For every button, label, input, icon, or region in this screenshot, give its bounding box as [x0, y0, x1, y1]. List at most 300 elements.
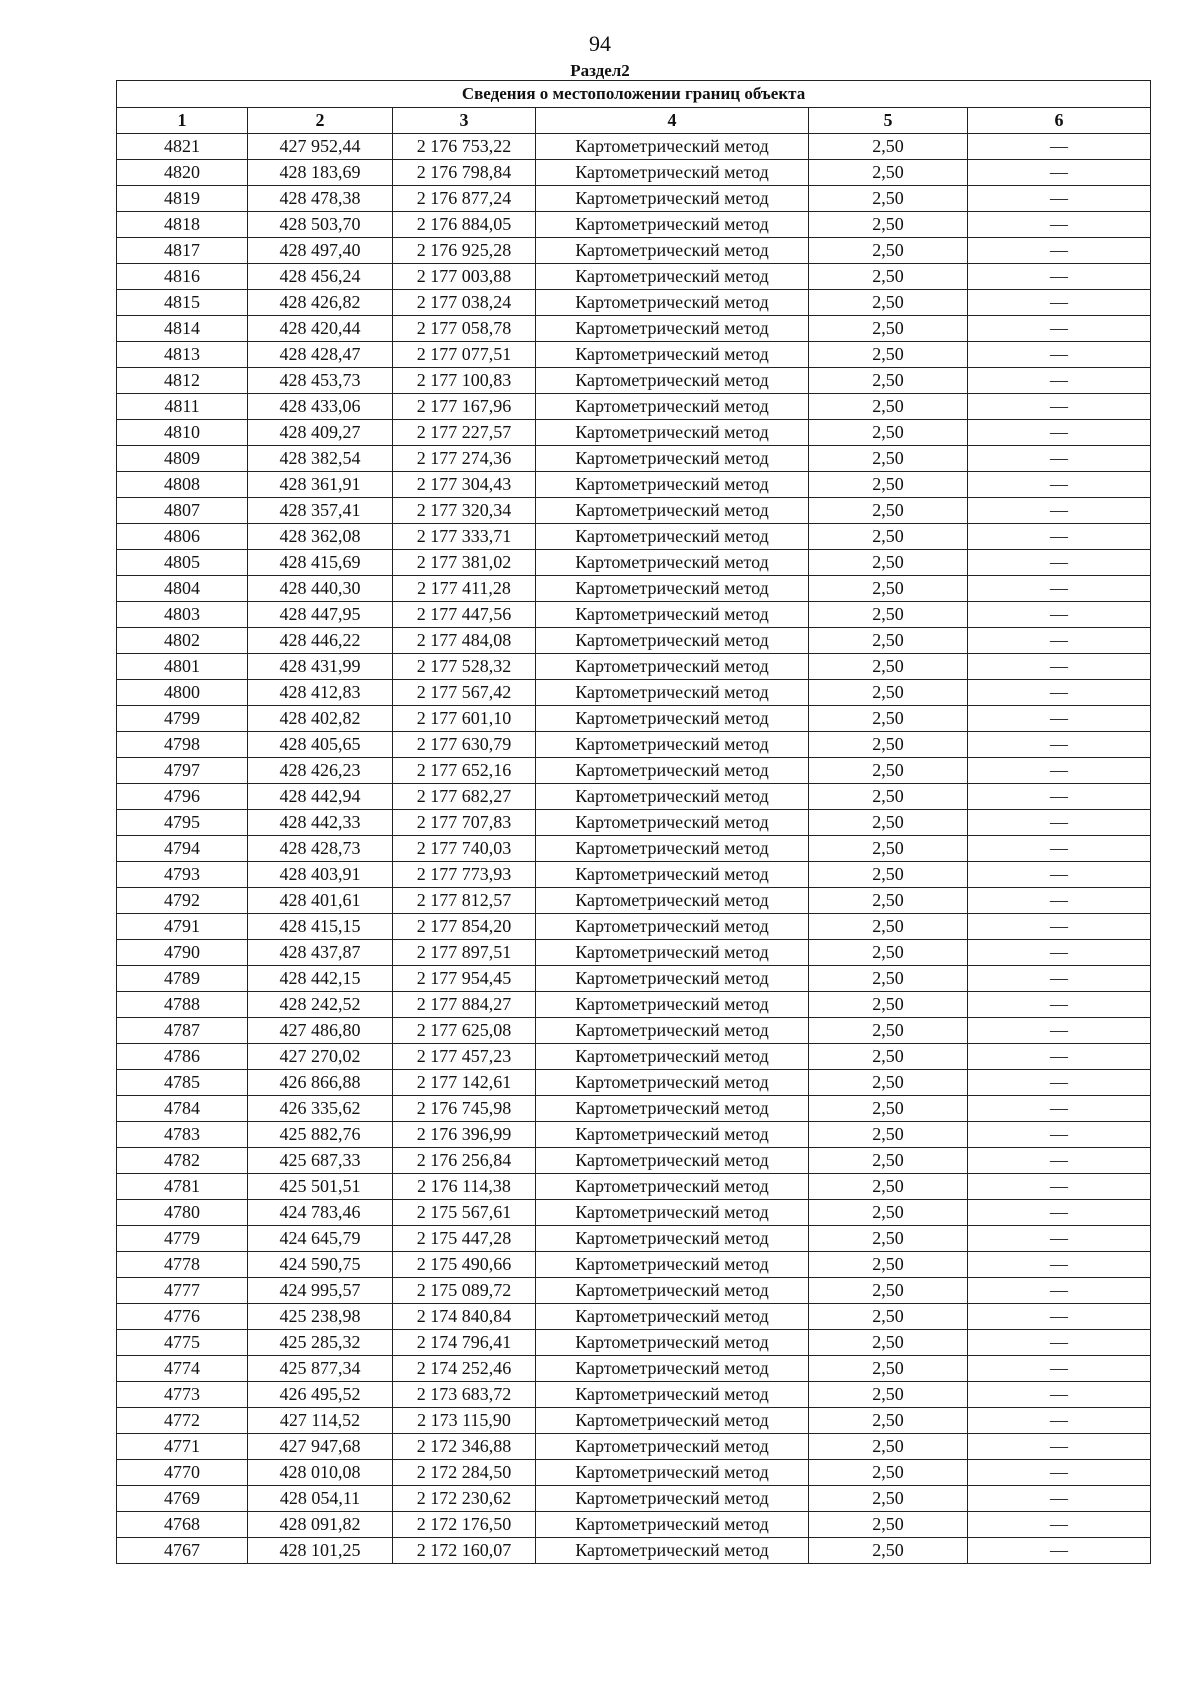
description-cell: — [968, 498, 1151, 524]
method-cell: Картометрический метод [536, 472, 809, 498]
x-coordinate-cell: 428 442,94 [248, 784, 393, 810]
table-row [117, 602, 1151, 628]
table-row [117, 1512, 1151, 1538]
y-coordinate-cell: 2 173 683,72 [393, 1382, 536, 1408]
y-coordinate-cell: 2 172 346,88 [393, 1434, 536, 1460]
x-coordinate-cell: 427 952,44 [248, 134, 393, 160]
x-coordinate-cell: 426 335,62 [248, 1096, 393, 1122]
x-coordinate-cell: 428 437,87 [248, 940, 393, 966]
accuracy-cell: 2,50 [809, 472, 968, 498]
point-number-cell: 4800 [117, 680, 248, 706]
y-coordinate-cell: 2 177 812,57 [393, 888, 536, 914]
point-number-cell: 4786 [117, 1044, 248, 1070]
method-cell: Картометрический метод [536, 446, 809, 472]
point-number-cell: 4771 [117, 1434, 248, 1460]
description-cell: — [968, 1434, 1151, 1460]
y-coordinate-cell: 2 174 252,46 [393, 1356, 536, 1382]
method-cell: Картометрический метод [536, 1408, 809, 1434]
table-row [117, 342, 1151, 368]
point-number-cell: 4811 [117, 394, 248, 420]
x-coordinate-cell: 427 486,80 [248, 1018, 393, 1044]
method-cell: Картометрический метод [536, 1330, 809, 1356]
point-number-cell: 4808 [117, 472, 248, 498]
point-number-cell: 4770 [117, 1460, 248, 1486]
table-row [117, 654, 1151, 680]
point-number-cell: 4803 [117, 602, 248, 628]
accuracy-cell: 2,50 [809, 1278, 968, 1304]
method-cell: Картометрический метод [536, 836, 809, 862]
point-number-cell: 4798 [117, 732, 248, 758]
y-coordinate-cell: 2 177 038,24 [393, 290, 536, 316]
accuracy-cell: 2,50 [809, 1330, 968, 1356]
point-number-cell: 4791 [117, 914, 248, 940]
description-cell: — [968, 212, 1151, 238]
table-row [117, 394, 1151, 420]
accuracy-cell: 2,50 [809, 368, 968, 394]
table-row [117, 1538, 1151, 1564]
description-cell: — [968, 1304, 1151, 1330]
description-cell: — [968, 368, 1151, 394]
point-number-cell: 4802 [117, 628, 248, 654]
table-row [117, 1356, 1151, 1382]
accuracy-cell: 2,50 [809, 836, 968, 862]
x-coordinate-cell: 428 401,61 [248, 888, 393, 914]
description-cell: — [968, 680, 1151, 706]
point-number-cell: 4776 [117, 1304, 248, 1330]
page-number: 94 [589, 31, 611, 56]
y-coordinate-cell: 2 177 333,71 [393, 524, 536, 550]
description-cell: — [968, 1278, 1151, 1304]
y-coordinate-cell: 2 177 447,56 [393, 602, 536, 628]
accuracy-cell: 2,50 [809, 1174, 968, 1200]
description-cell: — [968, 550, 1151, 576]
table-row [117, 1122, 1151, 1148]
accuracy-cell: 2,50 [809, 784, 968, 810]
table-row [117, 368, 1151, 394]
description-cell: — [968, 1486, 1151, 1512]
table-row [117, 1408, 1151, 1434]
point-number-cell: 4797 [117, 758, 248, 784]
table-row [117, 1278, 1151, 1304]
y-coordinate-cell: 2 177 457,23 [393, 1044, 536, 1070]
method-cell: Картометрический метод [536, 654, 809, 680]
method-cell: Картометрический метод [536, 758, 809, 784]
description-cell: — [968, 1200, 1151, 1226]
point-number-cell: 4779 [117, 1226, 248, 1252]
accuracy-cell: 2,50 [809, 628, 968, 654]
table-row [117, 732, 1151, 758]
y-coordinate-cell: 2 177 954,45 [393, 966, 536, 992]
point-number-cell: 4784 [117, 1096, 248, 1122]
y-coordinate-cell: 2 176 256,84 [393, 1148, 536, 1174]
x-coordinate-cell: 425 501,51 [248, 1174, 393, 1200]
y-coordinate-cell: 2 177 411,28 [393, 576, 536, 602]
x-coordinate-cell: 428 403,91 [248, 862, 393, 888]
x-coordinate-cell: 428 456,24 [248, 264, 393, 290]
accuracy-cell: 2,50 [809, 810, 968, 836]
accuracy-cell: 2,50 [809, 134, 968, 160]
point-number-cell: 4821 [117, 134, 248, 160]
description-cell: — [968, 1356, 1151, 1382]
description-cell: — [968, 1330, 1151, 1356]
point-number-cell: 4812 [117, 368, 248, 394]
y-coordinate-cell: 2 177 167,96 [393, 394, 536, 420]
method-cell: Картометрический метод [536, 1070, 809, 1096]
table-row [117, 836, 1151, 862]
table-row [117, 888, 1151, 914]
y-coordinate-cell: 2 176 114,38 [393, 1174, 536, 1200]
table-row [117, 810, 1151, 836]
description-cell: — [968, 186, 1151, 212]
table-row [117, 1252, 1151, 1278]
accuracy-cell: 2,50 [809, 1148, 968, 1174]
description-cell: — [968, 1122, 1151, 1148]
accuracy-cell: 2,50 [809, 1512, 968, 1538]
accuracy-cell: 2,50 [809, 212, 968, 238]
point-number-cell: 4789 [117, 966, 248, 992]
table-row [117, 576, 1151, 602]
accuracy-cell: 2,50 [809, 1200, 968, 1226]
y-coordinate-cell: 2 172 230,62 [393, 1486, 536, 1512]
point-number-cell: 4796 [117, 784, 248, 810]
method-cell: Картометрический метод [536, 316, 809, 342]
x-coordinate-cell: 425 877,34 [248, 1356, 393, 1382]
column-header: 5 [809, 108, 968, 134]
y-coordinate-cell: 2 177 100,83 [393, 368, 536, 394]
table-row [117, 1174, 1151, 1200]
description-cell: — [968, 420, 1151, 446]
description-cell: — [968, 732, 1151, 758]
method-cell: Картометрический метод [536, 1174, 809, 1200]
description-cell: — [968, 1252, 1151, 1278]
x-coordinate-cell: 428 010,08 [248, 1460, 393, 1486]
method-cell: Картометрический метод [536, 1122, 809, 1148]
table-row [117, 784, 1151, 810]
x-coordinate-cell: 427 270,02 [248, 1044, 393, 1070]
description-cell: — [968, 888, 1151, 914]
x-coordinate-cell: 425 238,98 [248, 1304, 393, 1330]
description-cell: — [968, 1148, 1151, 1174]
point-number-cell: 4777 [117, 1278, 248, 1304]
y-coordinate-cell: 2 176 798,84 [393, 160, 536, 186]
x-coordinate-cell: 428 426,23 [248, 758, 393, 784]
accuracy-cell: 2,50 [809, 498, 968, 524]
x-coordinate-cell: 425 882,76 [248, 1122, 393, 1148]
table-body [117, 134, 1151, 1564]
table-row [117, 862, 1151, 888]
x-coordinate-cell: 427 114,52 [248, 1408, 393, 1434]
description-cell: — [968, 810, 1151, 836]
x-coordinate-cell: 428 054,11 [248, 1486, 393, 1512]
x-coordinate-cell: 428 362,08 [248, 524, 393, 550]
point-number-cell: 4818 [117, 212, 248, 238]
accuracy-cell: 2,50 [809, 1356, 968, 1382]
accuracy-cell: 2,50 [809, 1252, 968, 1278]
point-number-cell: 4817 [117, 238, 248, 264]
table-row [117, 1200, 1151, 1226]
method-cell: Картометрический метод [536, 888, 809, 914]
x-coordinate-cell: 428 503,70 [248, 212, 393, 238]
accuracy-cell: 2,50 [809, 290, 968, 316]
point-number-cell: 4774 [117, 1356, 248, 1382]
table-row [117, 966, 1151, 992]
method-cell: Картометрический метод [536, 394, 809, 420]
accuracy-cell: 2,50 [809, 1538, 968, 1564]
description-cell: — [968, 394, 1151, 420]
description-cell: — [968, 758, 1151, 784]
accuracy-cell: 2,50 [809, 1018, 968, 1044]
accuracy-cell: 2,50 [809, 186, 968, 212]
x-coordinate-cell: 428 428,73 [248, 836, 393, 862]
accuracy-cell: 2,50 [809, 888, 968, 914]
method-cell: Картометрический метод [536, 186, 809, 212]
point-number-cell: 4781 [117, 1174, 248, 1200]
accuracy-cell: 2,50 [809, 654, 968, 680]
method-cell: Картометрический метод [536, 628, 809, 654]
table-row [117, 550, 1151, 576]
table-row [117, 134, 1151, 160]
method-cell: Картометрический метод [536, 1382, 809, 1408]
x-coordinate-cell: 428 440,30 [248, 576, 393, 602]
description-cell: — [968, 1226, 1151, 1252]
accuracy-cell: 2,50 [809, 940, 968, 966]
table-row [117, 1434, 1151, 1460]
y-coordinate-cell: 2 177 630,79 [393, 732, 536, 758]
y-coordinate-cell: 2 175 089,72 [393, 1278, 536, 1304]
accuracy-cell: 2,50 [809, 992, 968, 1018]
method-cell: Картометрический метод [536, 862, 809, 888]
x-coordinate-cell: 428 409,27 [248, 420, 393, 446]
x-coordinate-cell: 428 453,73 [248, 368, 393, 394]
description-cell: — [968, 1460, 1151, 1486]
x-coordinate-cell: 428 446,22 [248, 628, 393, 654]
table-row [117, 992, 1151, 1018]
y-coordinate-cell: 2 177 381,02 [393, 550, 536, 576]
method-cell: Картометрический метод [536, 732, 809, 758]
y-coordinate-cell: 2 176 396,99 [393, 1122, 536, 1148]
y-coordinate-cell: 2 172 176,50 [393, 1512, 536, 1538]
y-coordinate-cell: 2 176 884,05 [393, 212, 536, 238]
description-cell: — [968, 1382, 1151, 1408]
method-cell: Картометрический метод [536, 1538, 809, 1564]
point-number-cell: 4769 [117, 1486, 248, 1512]
table-row [117, 758, 1151, 784]
x-coordinate-cell: 428 405,65 [248, 732, 393, 758]
y-coordinate-cell: 2 176 753,22 [393, 134, 536, 160]
x-coordinate-cell: 424 783,46 [248, 1200, 393, 1226]
point-number-cell: 4793 [117, 862, 248, 888]
description-cell: — [968, 160, 1151, 186]
description-cell: — [968, 784, 1151, 810]
accuracy-cell: 2,50 [809, 342, 968, 368]
column-header: 3 [393, 108, 536, 134]
description-cell: — [968, 1044, 1151, 1070]
x-coordinate-cell: 428 382,54 [248, 446, 393, 472]
method-cell: Картометрический метод [536, 550, 809, 576]
method-cell: Картометрический метод [536, 342, 809, 368]
table-row [117, 316, 1151, 342]
description-cell: — [968, 576, 1151, 602]
table-row [117, 290, 1151, 316]
method-cell: Картометрический метод [536, 784, 809, 810]
description-cell: — [968, 1174, 1151, 1200]
table-row [117, 446, 1151, 472]
accuracy-cell: 2,50 [809, 1382, 968, 1408]
y-coordinate-cell: 2 177 484,08 [393, 628, 536, 654]
description-cell: — [968, 1408, 1151, 1434]
accuracy-cell: 2,50 [809, 732, 968, 758]
x-coordinate-cell: 428 478,38 [248, 186, 393, 212]
y-coordinate-cell: 2 175 490,66 [393, 1252, 536, 1278]
point-number-cell: 4782 [117, 1148, 248, 1174]
method-cell: Картометрический метод [536, 368, 809, 394]
point-number-cell: 4815 [117, 290, 248, 316]
point-number-cell: 4790 [117, 940, 248, 966]
accuracy-cell: 2,50 [809, 1408, 968, 1434]
point-number-cell: 4807 [117, 498, 248, 524]
y-coordinate-cell: 2 175 567,61 [393, 1200, 536, 1226]
method-cell: Картометрический метод [536, 810, 809, 836]
table-row [117, 186, 1151, 212]
method-cell: Картометрический метод [536, 524, 809, 550]
point-number-cell: 4783 [117, 1122, 248, 1148]
x-coordinate-cell: 427 947,68 [248, 1434, 393, 1460]
point-number-cell: 4806 [117, 524, 248, 550]
accuracy-cell: 2,50 [809, 1460, 968, 1486]
y-coordinate-cell: 2 176 925,28 [393, 238, 536, 264]
accuracy-cell: 2,50 [809, 914, 968, 940]
x-coordinate-cell: 428 242,52 [248, 992, 393, 1018]
point-number-cell: 4792 [117, 888, 248, 914]
table-row [117, 940, 1151, 966]
method-cell: Картометрический метод [536, 1044, 809, 1070]
x-coordinate-cell: 428 402,82 [248, 706, 393, 732]
y-coordinate-cell: 2 177 058,78 [393, 316, 536, 342]
x-coordinate-cell: 428 101,25 [248, 1538, 393, 1564]
point-number-cell: 4804 [117, 576, 248, 602]
y-coordinate-cell: 2 177 003,88 [393, 264, 536, 290]
point-number-cell: 4778 [117, 1252, 248, 1278]
description-cell: — [968, 940, 1151, 966]
description-cell: — [968, 446, 1151, 472]
method-cell: Картометрический метод [536, 1148, 809, 1174]
description-cell: — [968, 1512, 1151, 1538]
column-header-row [117, 108, 1151, 134]
method-cell: Картометрический метод [536, 420, 809, 446]
x-coordinate-cell: 428 447,95 [248, 602, 393, 628]
y-coordinate-cell: 2 177 682,27 [393, 784, 536, 810]
method-cell: Картометрический метод [536, 1304, 809, 1330]
column-header: 6 [968, 108, 1151, 134]
y-coordinate-cell: 2 177 707,83 [393, 810, 536, 836]
accuracy-cell: 2,50 [809, 758, 968, 784]
y-coordinate-cell: 2 177 274,36 [393, 446, 536, 472]
method-cell: Картометрический метод [536, 1356, 809, 1382]
x-coordinate-cell: 426 866,88 [248, 1070, 393, 1096]
description-cell: — [968, 316, 1151, 342]
x-coordinate-cell: 428 442,15 [248, 966, 393, 992]
description-cell: — [968, 836, 1151, 862]
column-header: 1 [117, 108, 248, 134]
y-coordinate-cell: 2 177 884,27 [393, 992, 536, 1018]
x-coordinate-cell: 428 357,41 [248, 498, 393, 524]
description-cell: — [968, 1538, 1151, 1564]
method-cell: Картометрический метод [536, 602, 809, 628]
description-cell: — [968, 238, 1151, 264]
x-coordinate-cell: 428 428,47 [248, 342, 393, 368]
method-cell: Картометрический метод [536, 1252, 809, 1278]
accuracy-cell: 2,50 [809, 1044, 968, 1070]
accuracy-cell: 2,50 [809, 264, 968, 290]
table-row [117, 628, 1151, 654]
table-row [117, 264, 1151, 290]
description-cell: — [968, 264, 1151, 290]
description-cell: — [968, 706, 1151, 732]
description-cell: — [968, 654, 1151, 680]
y-coordinate-cell: 2 172 284,50 [393, 1460, 536, 1486]
accuracy-cell: 2,50 [809, 1070, 968, 1096]
accuracy-cell: 2,50 [809, 550, 968, 576]
table-row [117, 160, 1151, 186]
table-row [117, 1304, 1151, 1330]
x-coordinate-cell: 428 412,83 [248, 680, 393, 706]
method-cell: Картометрический метод [536, 680, 809, 706]
description-cell: — [968, 134, 1151, 160]
description-cell: — [968, 290, 1151, 316]
point-number-cell: 4819 [117, 186, 248, 212]
method-cell: Картометрический метод [536, 1512, 809, 1538]
description-cell: — [968, 628, 1151, 654]
y-coordinate-cell: 2 177 625,08 [393, 1018, 536, 1044]
y-coordinate-cell: 2 177 773,93 [393, 862, 536, 888]
table-row [117, 1226, 1151, 1252]
y-coordinate-cell: 2 172 160,07 [393, 1538, 536, 1564]
x-coordinate-cell: 428 091,82 [248, 1512, 393, 1538]
accuracy-cell: 2,50 [809, 602, 968, 628]
point-number-cell: 4813 [117, 342, 248, 368]
y-coordinate-cell: 2 177 740,03 [393, 836, 536, 862]
description-cell: — [968, 862, 1151, 888]
y-coordinate-cell: 2 177 227,57 [393, 420, 536, 446]
y-coordinate-cell: 2 176 877,24 [393, 186, 536, 212]
point-number-cell: 4805 [117, 550, 248, 576]
accuracy-cell: 2,50 [809, 1226, 968, 1252]
point-number-cell: 4809 [117, 446, 248, 472]
x-coordinate-cell: 424 590,75 [248, 1252, 393, 1278]
x-coordinate-cell: 428 433,06 [248, 394, 393, 420]
point-number-cell: 4795 [117, 810, 248, 836]
table-row [117, 498, 1151, 524]
table-row [117, 1148, 1151, 1174]
method-cell: Картометрический метод [536, 264, 809, 290]
accuracy-cell: 2,50 [809, 706, 968, 732]
point-number-cell: 4785 [117, 1070, 248, 1096]
x-coordinate-cell: 428 420,44 [248, 316, 393, 342]
accuracy-cell: 2,50 [809, 394, 968, 420]
accuracy-cell: 2,50 [809, 1304, 968, 1330]
accuracy-cell: 2,50 [809, 160, 968, 186]
method-cell: Картометрический метод [536, 1434, 809, 1460]
table-row [117, 212, 1151, 238]
accuracy-cell: 2,50 [809, 576, 968, 602]
accuracy-cell: 2,50 [809, 238, 968, 264]
x-coordinate-cell: 428 431,99 [248, 654, 393, 680]
method-cell: Картометрический метод [536, 1018, 809, 1044]
point-number-cell: 4816 [117, 264, 248, 290]
y-coordinate-cell: 2 173 115,90 [393, 1408, 536, 1434]
x-coordinate-cell: 428 361,91 [248, 472, 393, 498]
x-coordinate-cell: 428 183,69 [248, 160, 393, 186]
